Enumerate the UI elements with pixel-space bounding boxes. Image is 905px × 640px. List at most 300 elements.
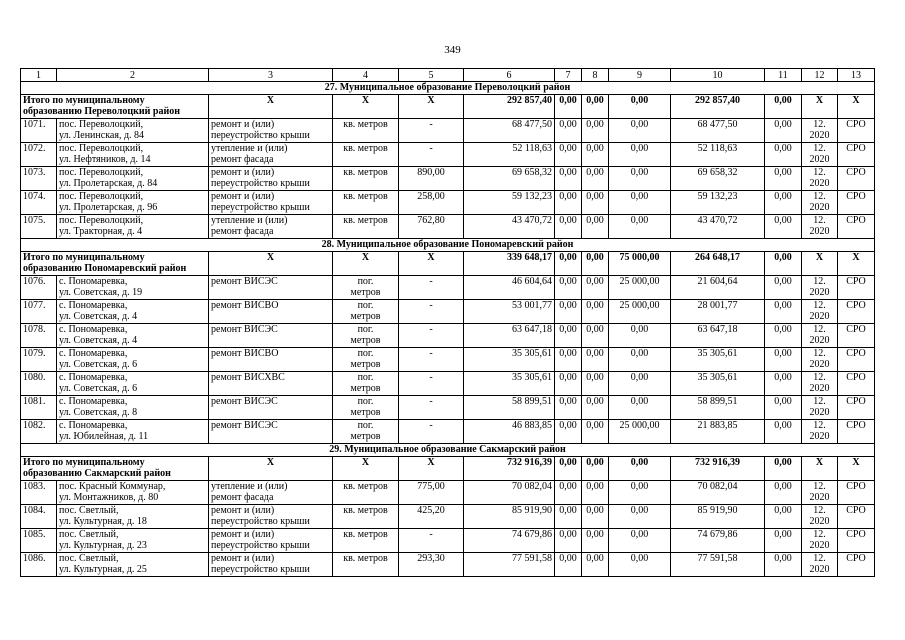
cell-text: 52 118,63 bbox=[512, 143, 552, 154]
cell-text: 0,00 bbox=[774, 300, 792, 311]
cell-text: 0,00 bbox=[630, 95, 649, 106]
deadline bbox=[802, 143, 838, 167]
fund-cell bbox=[555, 529, 582, 553]
deadline bbox=[802, 348, 838, 372]
address bbox=[57, 143, 209, 167]
cell-text: 0,00 bbox=[586, 420, 604, 431]
fund-cell bbox=[765, 276, 802, 300]
cell-text: ремонт ВИСХВС bbox=[211, 372, 285, 383]
cell-text: ремонт и (или) bbox=[211, 529, 275, 540]
volume bbox=[399, 143, 464, 167]
section-title bbox=[21, 82, 875, 95]
cell-text: ремонт ВИСВО bbox=[211, 348, 279, 359]
cell-text: 12. bbox=[813, 119, 826, 130]
cell-text: с. Пономаревка, bbox=[59, 420, 128, 431]
fund-cell bbox=[609, 300, 671, 324]
table-row bbox=[21, 505, 875, 529]
cell-text: 0,00 bbox=[630, 529, 649, 540]
address bbox=[57, 300, 209, 324]
cell-text: 0,00 bbox=[586, 505, 604, 516]
address bbox=[57, 191, 209, 215]
cell-text: 7 bbox=[565, 69, 571, 81]
cell-text: 0,00 bbox=[774, 457, 792, 468]
cell-text: утепление и (или) bbox=[211, 215, 288, 226]
fund-cell bbox=[609, 481, 671, 505]
unit bbox=[333, 553, 399, 577]
cell-text: ремонт фасада bbox=[211, 226, 274, 237]
cost-total bbox=[464, 191, 555, 215]
cell-text: 2020 bbox=[809, 130, 830, 141]
unit bbox=[333, 143, 399, 167]
cell-text: 2020 bbox=[809, 311, 830, 322]
unit bbox=[333, 505, 399, 529]
cell-text: 0,00 bbox=[586, 119, 604, 130]
unit bbox=[333, 529, 399, 553]
fund-cell bbox=[555, 372, 582, 396]
fund-cell bbox=[765, 167, 802, 191]
method bbox=[838, 372, 875, 396]
cell-text: - bbox=[429, 372, 433, 383]
column-number-row bbox=[21, 69, 875, 82]
table-row bbox=[21, 372, 875, 396]
unit bbox=[333, 481, 399, 505]
fund-cell bbox=[609, 529, 671, 553]
cell-text: 0,00 bbox=[774, 252, 792, 263]
cell-text: 0,00 bbox=[774, 420, 792, 431]
column-number bbox=[671, 69, 765, 82]
cell-text: 0,00 bbox=[586, 348, 604, 359]
table-row bbox=[21, 553, 875, 577]
column-number bbox=[838, 69, 875, 82]
owners-funds bbox=[671, 481, 765, 505]
fund-cell bbox=[609, 215, 671, 239]
row-number bbox=[21, 553, 57, 577]
cell-text: ремонт и (или) bbox=[211, 191, 275, 202]
cell-text: 0,00 bbox=[630, 324, 649, 335]
cell-text: СРО bbox=[846, 167, 866, 178]
total-cell bbox=[555, 457, 582, 481]
cell-text: 1083. bbox=[23, 481, 46, 492]
cell-text: 0,00 bbox=[586, 553, 604, 564]
cell-text: СРО bbox=[846, 420, 866, 431]
cell-text: 0,00 bbox=[774, 481, 792, 492]
cell-text: 1 bbox=[36, 69, 41, 81]
cell-text: 35 305,61 bbox=[697, 348, 738, 359]
owners-funds bbox=[671, 420, 765, 444]
table-row bbox=[21, 167, 875, 191]
total-owners bbox=[671, 95, 765, 119]
fund-cell bbox=[555, 420, 582, 444]
cell-text: - bbox=[429, 420, 433, 431]
cost-total bbox=[464, 553, 555, 577]
cell-text: 1071. bbox=[23, 119, 46, 130]
fund-cell bbox=[765, 396, 802, 420]
section-title-row bbox=[21, 239, 875, 252]
fund-cell bbox=[765, 481, 802, 505]
cell-text: 0,00 bbox=[559, 372, 577, 383]
cell-text: кв. метров bbox=[343, 529, 388, 540]
fund-cell bbox=[609, 505, 671, 529]
cell-text: пос. Переволоцкий, bbox=[59, 119, 144, 130]
cell-text: 0,00 bbox=[559, 95, 577, 106]
cell-text: 0,00 bbox=[630, 457, 649, 468]
cell-text: пог. bbox=[357, 372, 374, 383]
address bbox=[57, 505, 209, 529]
cell-text: 2020 bbox=[809, 516, 830, 527]
total-cell bbox=[555, 95, 582, 119]
cell-text: 0,00 bbox=[774, 324, 792, 335]
unit bbox=[333, 191, 399, 215]
cell-text: ремонт ВИСВО bbox=[211, 300, 279, 311]
volume bbox=[399, 324, 464, 348]
cost-total bbox=[464, 348, 555, 372]
table-row bbox=[21, 191, 875, 215]
cell-text: 74 679,86 bbox=[512, 529, 552, 540]
total-cell bbox=[399, 457, 464, 481]
cell-text: 0,00 bbox=[774, 95, 792, 106]
cell-text: ул. Советская, д. 4 bbox=[59, 311, 138, 322]
cell-text: 5 bbox=[428, 69, 434, 81]
fund-cell bbox=[765, 348, 802, 372]
unit bbox=[333, 324, 399, 348]
fund-cell bbox=[582, 420, 609, 444]
cell-text: 0,00 bbox=[559, 191, 577, 202]
cell-text: СРО bbox=[846, 300, 866, 311]
volume bbox=[399, 300, 464, 324]
work-type bbox=[209, 505, 333, 529]
cost-total bbox=[464, 324, 555, 348]
cell-text: X bbox=[852, 95, 860, 106]
work-type bbox=[209, 481, 333, 505]
row-number bbox=[21, 300, 57, 324]
total-cell bbox=[802, 252, 838, 276]
total-cell bbox=[609, 457, 671, 481]
cell-text: 35 305,61 bbox=[512, 348, 552, 359]
cell-text: 29. Муниципальное образование Сакмарский район bbox=[329, 444, 566, 455]
cell-text: 0,00 bbox=[586, 167, 604, 178]
table-row bbox=[21, 143, 875, 167]
unit bbox=[333, 119, 399, 143]
table-row bbox=[21, 276, 875, 300]
cell-text: 1074. bbox=[23, 191, 46, 202]
address bbox=[57, 167, 209, 191]
cell-text: переустройство крыши bbox=[211, 130, 310, 141]
method bbox=[838, 553, 875, 577]
table-row bbox=[21, 119, 875, 143]
total-label bbox=[21, 252, 209, 276]
deadline bbox=[802, 191, 838, 215]
unit bbox=[333, 396, 399, 420]
cell-text: 12. bbox=[813, 529, 826, 540]
deadline bbox=[802, 324, 838, 348]
cell-text: кв. метров bbox=[343, 481, 388, 492]
cell-text: ул. Советская, д. 19 bbox=[59, 287, 143, 298]
cell-text: 12. bbox=[813, 396, 826, 407]
unit bbox=[333, 420, 399, 444]
cell-text: 1082. bbox=[23, 420, 46, 431]
deadline bbox=[802, 372, 838, 396]
cell-text: 1075. bbox=[23, 215, 46, 226]
work-type bbox=[209, 215, 333, 239]
cell-text: 293,30 bbox=[417, 553, 445, 564]
cell-text: 1077. bbox=[23, 300, 46, 311]
cell-text: 0,00 bbox=[559, 143, 577, 154]
cell-text: ул. Пролетарская, д. 96 bbox=[59, 202, 158, 213]
cell-text: образованию Переволоцкий район bbox=[23, 106, 180, 117]
total-cell bbox=[765, 252, 802, 276]
fund-cell bbox=[609, 553, 671, 577]
cell-text: 69 658,32 bbox=[697, 167, 738, 178]
owners-funds bbox=[671, 276, 765, 300]
cell-text: 0,00 bbox=[630, 215, 649, 226]
cell-text: 74 679,86 bbox=[697, 529, 738, 540]
total-cell bbox=[399, 252, 464, 276]
volume bbox=[399, 505, 464, 529]
method bbox=[838, 396, 875, 420]
owners-funds bbox=[671, 300, 765, 324]
column-number bbox=[802, 69, 838, 82]
owners-funds bbox=[671, 119, 765, 143]
total-cell bbox=[802, 95, 838, 119]
cell-text: 0,00 bbox=[559, 215, 577, 226]
cell-text: 0,00 bbox=[559, 505, 577, 516]
cell-text: X bbox=[361, 252, 370, 263]
total-cell bbox=[838, 252, 875, 276]
cell-text: с. Пономаревка, bbox=[59, 300, 128, 311]
deadline bbox=[802, 276, 838, 300]
cost-total bbox=[464, 119, 555, 143]
cell-text: пог. bbox=[357, 300, 374, 311]
cell-text: 13 bbox=[851, 69, 861, 81]
cell-text: 21 604,64 bbox=[697, 276, 738, 287]
cell-text: 12. bbox=[813, 553, 826, 564]
table-row bbox=[21, 215, 875, 239]
cell-text: с. Пономаревка, bbox=[59, 372, 128, 383]
cell-text: СРО bbox=[846, 348, 866, 359]
row-number bbox=[21, 481, 57, 505]
cell-text: образованию Сакмарский район bbox=[23, 468, 171, 479]
cell-text: X bbox=[852, 252, 860, 263]
fund-cell bbox=[609, 372, 671, 396]
cell-text: с. Пономаревка, bbox=[59, 348, 128, 359]
row-number bbox=[21, 167, 57, 191]
volume bbox=[399, 529, 464, 553]
cell-text: - bbox=[429, 529, 433, 540]
table-row bbox=[21, 300, 875, 324]
fund-cell bbox=[555, 191, 582, 215]
fund-cell bbox=[582, 119, 609, 143]
cell-text: 12. bbox=[813, 372, 826, 383]
method bbox=[838, 529, 875, 553]
cost-total bbox=[464, 276, 555, 300]
fund-cell bbox=[555, 505, 582, 529]
cell-text: 0,00 bbox=[559, 348, 577, 359]
cell-text: СРО bbox=[846, 553, 866, 564]
method bbox=[838, 167, 875, 191]
cell-text: пос. Светлый, bbox=[59, 553, 119, 564]
cell-text: 2020 bbox=[809, 359, 830, 370]
cell-text: 1080. bbox=[23, 372, 46, 383]
row-number bbox=[21, 215, 57, 239]
cell-text: 27. Муниципальное образование Переволоцкий район bbox=[324, 82, 571, 93]
cell-text: Итого по муниципальному bbox=[23, 252, 145, 263]
owners-funds bbox=[671, 348, 765, 372]
work-type bbox=[209, 167, 333, 191]
cell-text: 68 477,50 bbox=[697, 119, 738, 130]
cell-text: 1085. bbox=[23, 529, 46, 540]
address bbox=[57, 420, 209, 444]
cell-text: 28 001,77 bbox=[697, 300, 738, 311]
cell-text: кв. метров bbox=[343, 119, 388, 130]
cell-text: 0,00 bbox=[586, 324, 604, 335]
cell-text: 12 bbox=[814, 69, 825, 81]
fund-cell bbox=[555, 215, 582, 239]
total-label bbox=[21, 457, 209, 481]
cell-text: 2020 bbox=[809, 287, 830, 298]
address bbox=[57, 215, 209, 239]
total-cell bbox=[765, 457, 802, 481]
total-cell bbox=[555, 252, 582, 276]
cell-text: X bbox=[427, 95, 435, 106]
fund-cell bbox=[582, 300, 609, 324]
column-number bbox=[57, 69, 209, 82]
total-cell bbox=[333, 252, 399, 276]
cell-text: 4 bbox=[363, 69, 368, 81]
column-number bbox=[399, 69, 464, 82]
cell-text: 35 305,61 bbox=[697, 372, 738, 383]
cell-text: 52 118,63 bbox=[697, 143, 738, 154]
fund-cell bbox=[555, 143, 582, 167]
cell-text: 0,00 bbox=[586, 252, 604, 263]
cell-text: СРО bbox=[846, 143, 866, 154]
cell-text: 732 916,39 bbox=[507, 457, 552, 468]
fund-cell bbox=[765, 191, 802, 215]
volume bbox=[399, 167, 464, 191]
address bbox=[57, 481, 209, 505]
deadline bbox=[802, 300, 838, 324]
cell-text: 0,00 bbox=[630, 348, 649, 359]
capital-repair-table bbox=[20, 68, 875, 577]
row-number bbox=[21, 276, 57, 300]
cell-text: 0,00 bbox=[559, 481, 577, 492]
fund-cell bbox=[582, 167, 609, 191]
fund-cell bbox=[582, 505, 609, 529]
page-number: 349 bbox=[444, 44, 461, 56]
cell-text: 2020 bbox=[809, 492, 830, 503]
method bbox=[838, 191, 875, 215]
cell-text: 339 648,17 bbox=[507, 252, 552, 263]
cell-text: 53 001,77 bbox=[512, 300, 552, 311]
fund-cell bbox=[609, 167, 671, 191]
address bbox=[57, 372, 209, 396]
cost-total bbox=[464, 167, 555, 191]
cell-text: СРО bbox=[846, 324, 866, 335]
address bbox=[57, 348, 209, 372]
cell-text: 0,00 bbox=[586, 276, 604, 287]
cell-text: с. Пономаревка, bbox=[59, 276, 128, 287]
fund-cell bbox=[582, 396, 609, 420]
address bbox=[57, 324, 209, 348]
cell-text: СРО bbox=[846, 191, 866, 202]
column-number bbox=[21, 69, 57, 82]
owners-funds bbox=[671, 324, 765, 348]
cell-text: X bbox=[427, 252, 435, 263]
method bbox=[838, 348, 875, 372]
total-cell bbox=[765, 95, 802, 119]
cell-text: 0,00 bbox=[774, 143, 792, 154]
cell-text: пос. Переволоцкий, bbox=[59, 143, 144, 154]
cell-text: ремонт и (или) bbox=[211, 167, 275, 178]
cell-text: пог. bbox=[357, 420, 374, 431]
volume bbox=[399, 420, 464, 444]
cell-text: СРО bbox=[846, 505, 866, 516]
cell-text: X bbox=[266, 457, 275, 468]
fund-cell bbox=[582, 481, 609, 505]
fund-cell bbox=[765, 215, 802, 239]
cell-text: - bbox=[429, 324, 433, 335]
cost-total bbox=[464, 215, 555, 239]
cell-text: 0,00 bbox=[774, 276, 792, 287]
cell-text: 2020 bbox=[809, 407, 830, 418]
cell-text: 21 883,85 bbox=[697, 420, 738, 431]
cell-text: 12. bbox=[813, 300, 826, 311]
total-cell bbox=[802, 457, 838, 481]
cell-text: метров bbox=[350, 359, 381, 370]
fund-cell bbox=[765, 505, 802, 529]
cell-text: 425,20 bbox=[417, 505, 445, 516]
cell-text: СРО bbox=[846, 372, 866, 383]
fund-cell bbox=[555, 119, 582, 143]
volume bbox=[399, 276, 464, 300]
unit bbox=[333, 167, 399, 191]
cell-text: 0,00 bbox=[630, 167, 649, 178]
row-number bbox=[21, 191, 57, 215]
total-cost bbox=[464, 95, 555, 119]
cell-text: 59 132,23 bbox=[512, 191, 552, 202]
cell-text: 25 000,00 bbox=[619, 276, 660, 287]
column-number bbox=[464, 69, 555, 82]
cell-text: 0,00 bbox=[630, 143, 649, 154]
cell-text: 292 857,40 bbox=[695, 95, 740, 106]
method bbox=[838, 505, 875, 529]
table-row bbox=[21, 481, 875, 505]
cell-text: с. Пономаревка, bbox=[59, 396, 128, 407]
table-row bbox=[21, 420, 875, 444]
cell-text: пос. Переволоцкий, bbox=[59, 191, 144, 202]
cell-text: СРО bbox=[846, 481, 866, 492]
volume bbox=[399, 396, 464, 420]
cell-text: СРО bbox=[846, 119, 866, 130]
volume bbox=[399, 348, 464, 372]
fund-cell bbox=[765, 420, 802, 444]
fund-cell bbox=[555, 348, 582, 372]
fund-cell bbox=[609, 420, 671, 444]
work-type bbox=[209, 324, 333, 348]
cell-text: 12. bbox=[813, 348, 826, 359]
cell-text: 70 082,04 bbox=[697, 481, 738, 492]
cell-text: 1073. bbox=[23, 167, 46, 178]
total-row bbox=[21, 252, 875, 276]
column-number bbox=[555, 69, 582, 82]
cell-text: 2020 bbox=[809, 335, 830, 346]
address bbox=[57, 553, 209, 577]
cell-text: 25 000,00 bbox=[619, 420, 660, 431]
cell-text: 12. bbox=[813, 420, 826, 431]
work-type bbox=[209, 276, 333, 300]
cell-text: 70 082,04 bbox=[512, 481, 552, 492]
cell-text: 2020 bbox=[809, 431, 830, 442]
cell-text: Итого по муниципальному bbox=[23, 95, 145, 106]
